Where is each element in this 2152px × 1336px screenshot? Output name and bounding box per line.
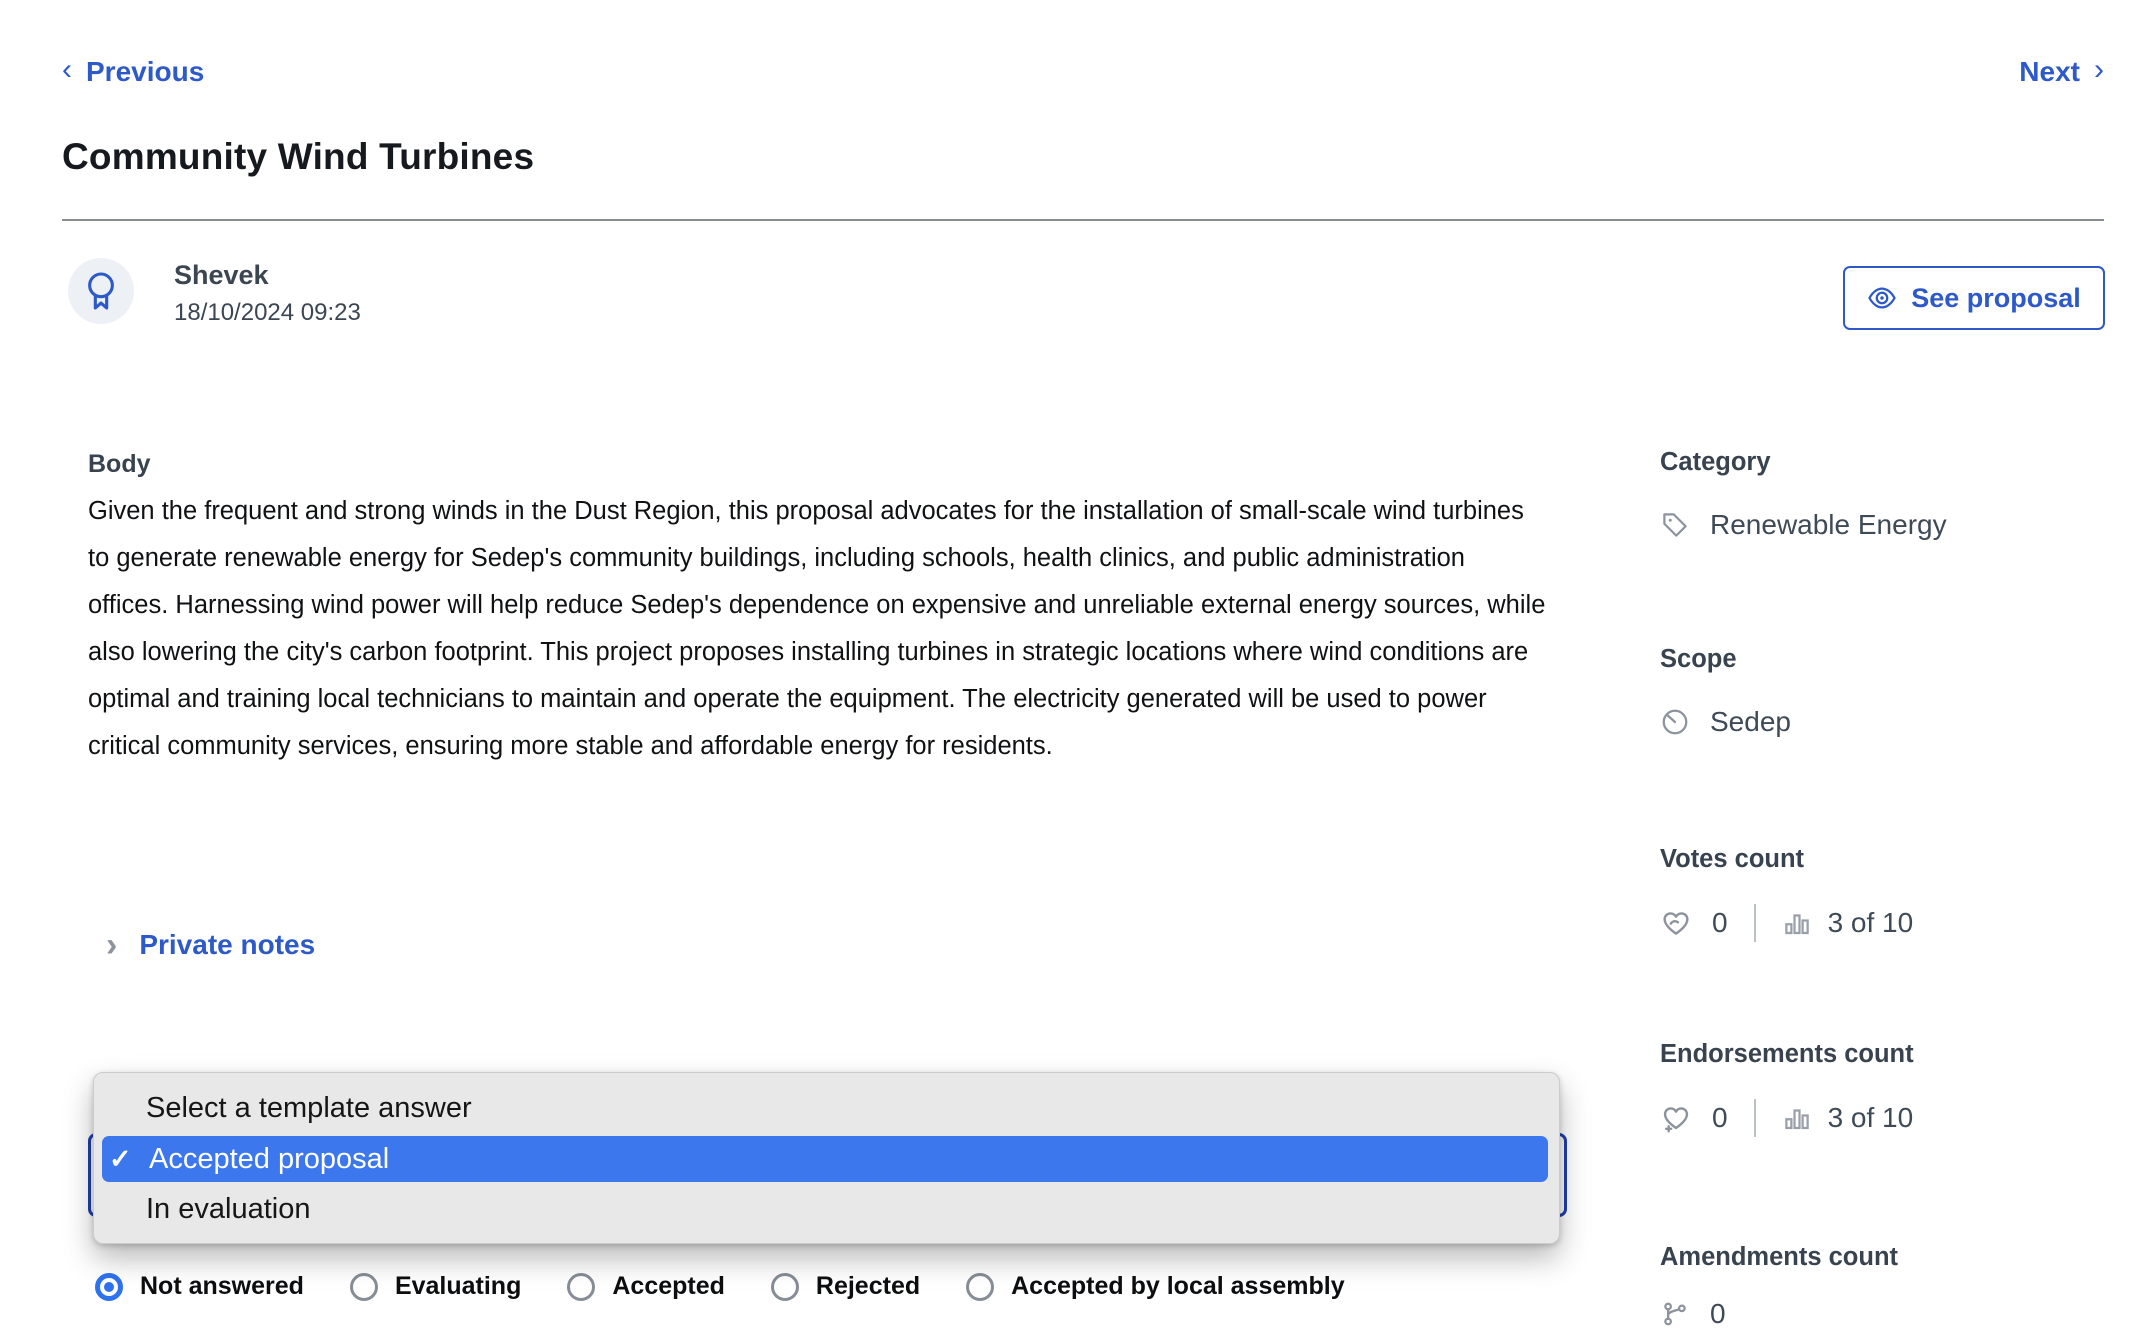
- check-icon: ✓: [109, 1143, 132, 1174]
- radio-label: Evaluating: [394, 1272, 522, 1300]
- next-link-label: Next: [2019, 56, 2080, 87]
- sidebar-endorsements-section: [1660, 1040, 2120, 1137]
- chevron-right-icon: ›: [2094, 53, 2104, 86]
- answer-state-radio-group: [95, 1272, 1345, 1301]
- endorsements-progress: 3 of 10: [1827, 1102, 1914, 1133]
- bar-chart-icon: [1782, 1103, 1812, 1133]
- amendments-count-value: 0: [1710, 1298, 1726, 1329]
- tag-icon: [1660, 510, 1690, 540]
- top-navigation: [62, 53, 2104, 88]
- votes-progress: 3 of 10: [1827, 907, 1914, 938]
- votes-count-value: 0: [1712, 907, 1728, 938]
- template-answer-dropdown: [93, 1072, 1560, 1244]
- category-value: Renewable Energy: [1710, 509, 1947, 540]
- previous-link-label: Previous: [86, 56, 205, 87]
- page-title: Community Wind Turbines: [62, 136, 535, 177]
- stat-divider: [1754, 904, 1756, 942]
- radio-accepted[interactable]: [567, 1272, 725, 1301]
- heart-add-icon: [1660, 1102, 1692, 1134]
- sidebar-votes-section: [1660, 845, 2120, 942]
- radio-unselected-icon[interactable]: [567, 1273, 595, 1301]
- radio-label: Accepted: [612, 1272, 725, 1300]
- author-datetime: 18/10/2024 09:23: [174, 299, 361, 326]
- radio-unselected-icon[interactable]: [771, 1273, 799, 1301]
- radio-unselected-icon[interactable]: [350, 1273, 378, 1301]
- category-label: Category: [1660, 448, 1771, 476]
- votes-count-label: Votes count: [1660, 845, 1805, 873]
- dropdown-option[interactable]: In evaluation: [146, 1193, 311, 1225]
- stat-divider: [1754, 1099, 1756, 1137]
- bar-chart-icon: [1782, 908, 1812, 938]
- chevron-right-icon: ›: [106, 926, 118, 964]
- title-divider: [62, 219, 2104, 221]
- hand-heart-icon: [1660, 907, 1692, 939]
- radio-selected-icon[interactable]: [95, 1273, 123, 1301]
- see-proposal-label: See proposal: [1911, 282, 2081, 313]
- previous-link[interactable]: [62, 53, 205, 88]
- next-link[interactable]: [2019, 53, 2104, 88]
- amendments-count-label: Amendments count: [1660, 1243, 1899, 1271]
- author-name: Shevek: [174, 260, 269, 290]
- radio-label: Accepted by local assembly: [1011, 1272, 1345, 1300]
- git-branch-icon: [1660, 1299, 1690, 1329]
- scope-label: Scope: [1660, 645, 1737, 673]
- dropdown-option-selected-label: Accepted proposal: [149, 1142, 390, 1175]
- scope-icon: [1660, 707, 1690, 737]
- radio-evaluating[interactable]: [350, 1272, 521, 1301]
- endorsements-count-label: Endorsements count: [1660, 1040, 1914, 1068]
- radio-label: Not answered: [140, 1272, 304, 1300]
- sidebar-scope-section: [1660, 645, 2120, 738]
- radio-unselected-icon[interactable]: [966, 1273, 994, 1301]
- radio-accepted-local-assembly[interactable]: [966, 1272, 1344, 1301]
- eye-icon: [1867, 283, 1897, 313]
- body-section-label: Body: [88, 450, 151, 478]
- private-notes-label: Private notes: [139, 929, 316, 960]
- radio-not-answered[interactable]: [95, 1272, 304, 1301]
- scope-value: Sedep: [1710, 706, 1791, 737]
- avatar: [68, 258, 134, 324]
- author-row: [68, 258, 361, 327]
- see-proposal-button[interactable]: [1843, 266, 2105, 330]
- sidebar-amendments-section: [1660, 1243, 2120, 1330]
- radio-label: Rejected: [815, 1272, 921, 1300]
- sidebar-category-section: [1660, 448, 2120, 541]
- dropdown-option-placeholder[interactable]: Select a template answer: [146, 1092, 472, 1124]
- dropdown-option-selected[interactable]: [102, 1136, 1548, 1182]
- award-ribbon-icon: [84, 271, 118, 311]
- private-notes-toggle[interactable]: [106, 928, 315, 962]
- chevron-left-icon: ‹: [62, 53, 72, 86]
- author-meta: [174, 258, 361, 327]
- endorsements-count-value: 0: [1712, 1102, 1728, 1133]
- body-text: Given the frequent and strong winds in the Dust Region, this proposal advocates for the installation of small-scale wind turbines to generate renewable energy for Sedep's community buildings, including schools, health clinics, and public administration offices. Harnessing wind power will help reduce Sedep's dependence on expensive and unreliable external energy sources, while also lowering the city's carbon footprint. This project proposes installing turbines in strategic locations where wind conditions are optimal and training local technicians to maintain and operate the equipment. The electricity generated will be used to power critical community services, ensuring more stable and affordable energy for residents.: [88, 497, 1546, 760]
- radio-rejected[interactable]: [771, 1272, 920, 1301]
